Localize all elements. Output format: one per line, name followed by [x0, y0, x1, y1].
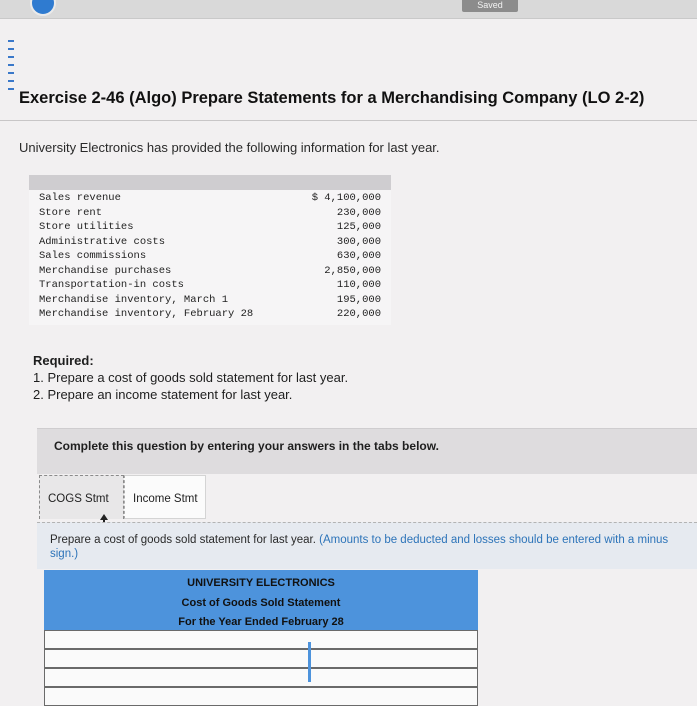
divider — [0, 120, 697, 121]
table-row — [29, 192, 391, 207]
row-amount: 300,000 — [336, 235, 381, 248]
row-amount: 110,000 — [336, 279, 381, 291]
top-bar — [0, 0, 697, 19]
statement-header — [44, 570, 478, 630]
row-amount: 125,000 — [336, 221, 381, 233]
statement-grid — [44, 630, 478, 700]
row-label: Sales revenue — [39, 192, 121, 204]
progress-dots — [8, 40, 14, 90]
instructions — [50, 533, 695, 561]
tab-income-stmt[interactable]: Income Stmt — [124, 475, 206, 519]
row-amount: $ 4,100,000 — [311, 192, 381, 204]
row-label: Store utilities — [39, 221, 134, 233]
saved-status: Saved — [462, 0, 518, 12]
complete-prompt: Complete this question by entering your answers in the tabs below. — [54, 439, 439, 453]
statement-row[interactable] — [44, 687, 478, 706]
instructions-text: Prepare a cost of goods sold statement for last year. — [50, 534, 316, 546]
tab-strip — [37, 474, 697, 522]
table-row — [29, 236, 391, 251]
row-amount: 230,000 — [336, 206, 381, 219]
table-row — [29, 207, 391, 222]
row-label: Merchandise inventory, February 28 — [39, 308, 254, 320]
statement-row[interactable] — [44, 649, 478, 668]
required-section — [33, 352, 348, 403]
row-amount: 195,000 — [336, 293, 381, 306]
table-row — [29, 308, 391, 323]
nav-circle-icon[interactable] — [30, 0, 56, 16]
table-row — [29, 221, 391, 236]
required-item: 1. Prepare a cost of goods sold statement for last year. — [33, 370, 349, 385]
instructions-note: (Amounts to be deducted and losses should be entered with a minus sign.) — [50, 534, 669, 560]
row-label: Merchandise inventory, March 1 — [39, 293, 229, 306]
exercise-title: Exercise 2-46 (Algo) Prepare Statements for a Merchandising Company (LO 2-2) — [19, 89, 645, 107]
statement-company: UNIVERSITY ELECTRONICS — [187, 577, 335, 589]
row-label: Transportation-in costs — [39, 279, 184, 291]
intro-text: University Electronics has provided the following information for last year. — [19, 140, 440, 155]
complete-prompt-box — [37, 428, 697, 475]
row-amount: 2,850,000 — [324, 264, 381, 277]
statement-period: For the Year Ended February 28 — [178, 616, 344, 628]
table-row — [29, 250, 391, 265]
table-row — [29, 294, 391, 309]
required-item: 2. Prepare an income statement for last year. — [33, 387, 293, 402]
statement-row[interactable] — [44, 668, 478, 687]
row-label: Administrative costs — [39, 235, 166, 248]
table-header-bar — [29, 175, 391, 190]
statement-title: Cost of Goods Sold Statement — [181, 597, 341, 609]
cogs-statement — [44, 570, 478, 700]
given-data-table — [29, 175, 391, 325]
instructions-box — [37, 522, 697, 569]
row-label: Store rent — [39, 206, 103, 219]
table-row — [29, 265, 391, 280]
grid-separator — [308, 642, 311, 682]
row-amount: 630,000 — [336, 250, 381, 262]
tab-cogs-stmt[interactable]: COGS Stmt — [39, 475, 124, 519]
table-row — [29, 279, 391, 294]
required-title: Required: — [33, 353, 94, 368]
row-label: Sales commissions — [39, 250, 147, 262]
row-amount: 220,000 — [336, 308, 381, 320]
row-label: Merchandise purchases — [39, 264, 172, 277]
statement-row[interactable] — [44, 630, 478, 649]
